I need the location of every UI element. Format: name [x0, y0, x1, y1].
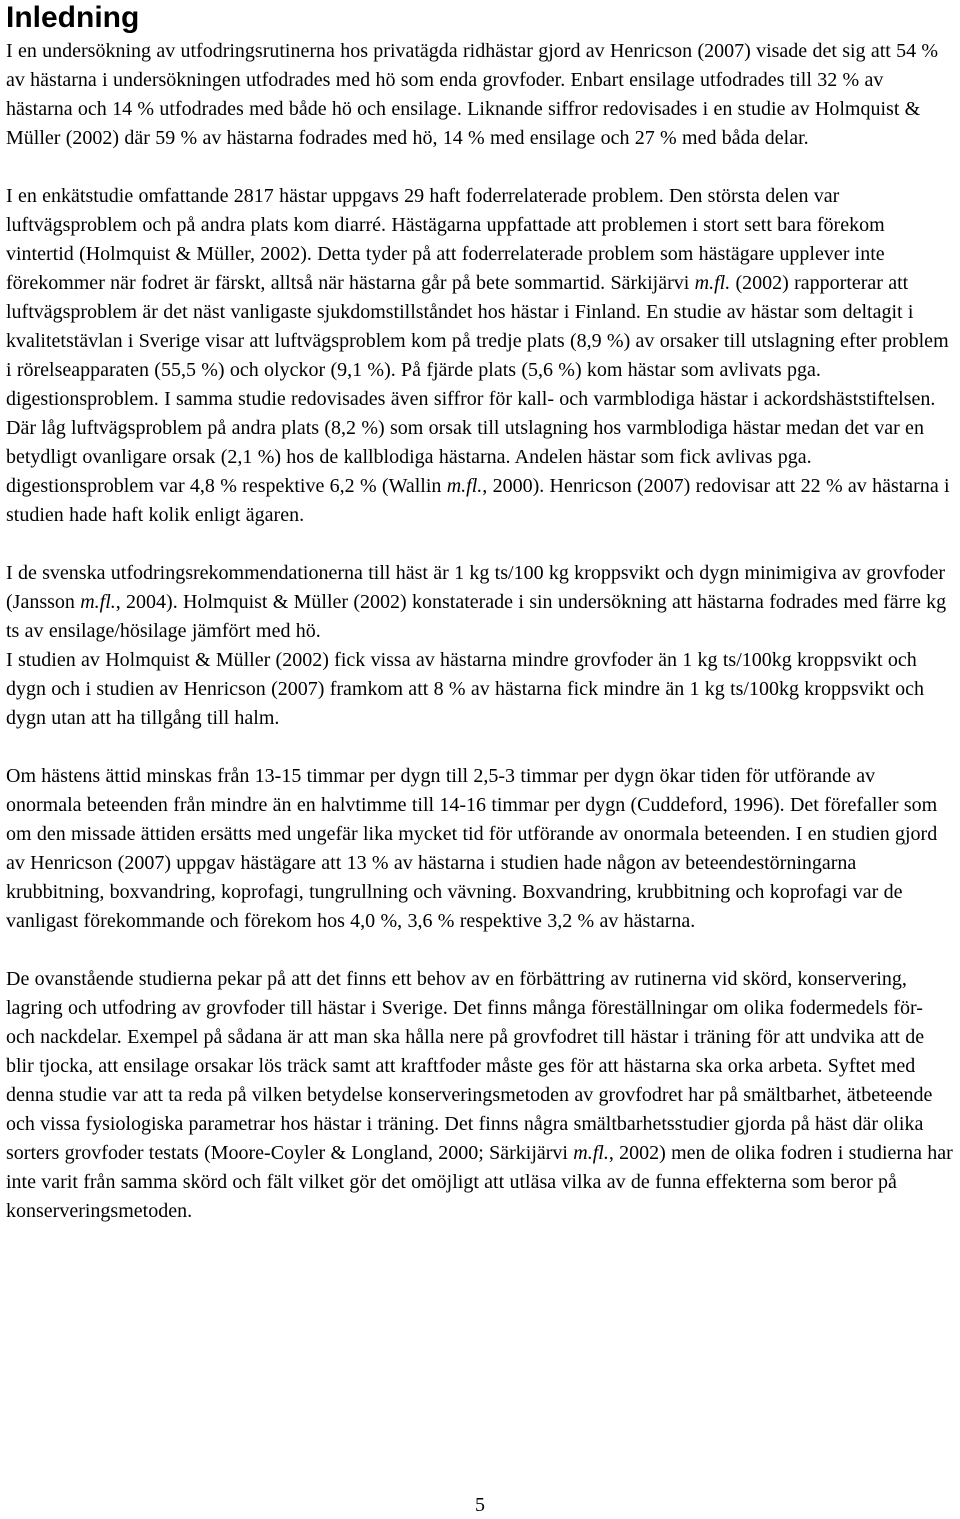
paragraph-feeding-routines: I en undersökning av utfodringsrutinerna hos privatägda ridhästar gjord av Henricson (2007) visade det sig att 54 % av hästarna i undersökningen utfodrades med hö som enda grovfoder. Enbart ensilage utfodrades till 32 % av hästarna och 14 % utfodrades med både hö och ensilage. Liknande siffror redovisades i en studie av Holmquist & Müller (2002) där 59 % av hästarna fodrades med hö, 14 % med ensilage och 27 % med båda delar. — [6, 40, 939, 149]
document-page — [6, 0, 954, 1255]
paragraph-study-aim: De ovanstående studierna pekar på att det finns ett behov av en förbättring av rutinerna vid skörd, konservering, lagring och utfodring av grovfoder till hästar i Sverige. Det finns många föreställningar om olika fodermedels för- och nackdelar. Exempel på sådana är att man ska hålla nere på grovfodret till hästar i träning för att undvika att de blir tjocka, att ensilage orsakar lös träck samt att kraftfoder måste ges för att hästarna ska orka arbeta. Syftet med denna studie var att ta reda på vilken betydelse konserveringsmetoden av grovfodret har på smältbarhet, ätbeteende och vissa fysiologiska parametrar hos hästar i träning. Det finns några smältbarhetsstudier gjorda på häst där olika sorters grovfoder testats (Moore-Coyler & Longland, 2000; Särkijärvi m.fl., 2002) men de olika fodren i studierna har inte varit från samma skörd och fält vilket gör det omöjligt att utläsa vilka av de funna effekterna som beror på konserveringsmetoden. — [6, 968, 953, 1222]
paragraph-eating-time: Om hästens ättid minskas från 13-15 timmar per dygn till 2,5-3 timmar per dygn ökar tiden för utförande av onormala beteenden från mindre än en halvtimme till 14-16 timmar per dygn (Cuddeford, 1996). Det förefaller som om den missade ättiden ersätts med ungefär lika mycket tid för utförande av onormala beteenden. I en studien gjord av Henricson (2007) uppgav hästägare att 13 % av hästarna i studien hade någon av beteendestörningarna krubbitning, boxvandring, koprofagi, tungrullning och vävning. Boxvandring, krubbitning och koprofagi var de vanligast förekommande och förekom hos 4,0 %, 3,6 % respektive 3,2 % av hästarna. — [6, 765, 938, 932]
paragraph-feed-problems: I en enkätstudie omfattande 2817 hästar uppgavs 29 haft foderrelaterade problem. Den största delen var luftvägsproblem och på andra plats kom diarré. Hästägarna uppfattade att problemen i stort sett bara förekom vintertid (Holmquist & Müller, 2002). Detta tyder på att foderrelaterade problem som hästägare upplever inte förekommer när fodret är färskt, alltså när hästarna går på bete sommartid. Särkijärvi m.fl. (2002) rapporterar att luftvägsproblem är det näst vanligaste sjukdomstillståndet hos hästar i Finland. En studie av hästar som deltagit i kvalitetstävlan i Sverige visar att luftvägsproblem kom på tredje plats (8,9 %) av orsaker till utslagning efter problem i rörelseapparaten (55,5 %) och olyckor (9,1 %). På fjärde plats (5,6 %) kom hästar som avlivats pga. digestionsproblem. I samma studie redovisades även siffror för kall- och varmblodiga hästar i ackordshäststiftelsen. Där låg luftvägsproblem på andra plats (8,2 %) som orsak till utslagning hos varmblodiga hästar medan det var en betydligt ovanligare orsak (2,1 %) hos de kallblodiga hästarna. Andelen hästar som fick avlivas pga. digestionsproblem var 4,8 % respektive 6,2 % (Wallin m.fl., 2000). Henricson (2007) redovisar att 22 % av hästarna i studien hade haft kolik enligt ägaren. — [6, 185, 950, 526]
section-heading: Inledning — [6, 1, 140, 34]
paragraph-recommendations: I de svenska utfodringsrekommendationerna till häst är 1 kg ts/100 kg kroppsvikt och dygn minimigiva av grovfoder (Jansson m.fl., 2004). Holmquist & Müller (2002) konstaterade i sin undersökning att hästarna fodrades med färre kg ts av ensilage/hösilage jämfört med hö. I studien av Holmquist & Müller (2002) fick vissa av hästarna mindre grovfoder än 1 kg ts/100kg kroppsvikt och dygn och i studien av Henricson (2007) framkom att 8 % av hästarna fick mindre än 1 kg ts/100kg kroppsvikt och dygn utan att ha tillgång till halm. — [6, 562, 947, 729]
page-number: 5 — [475, 1494, 485, 1516]
